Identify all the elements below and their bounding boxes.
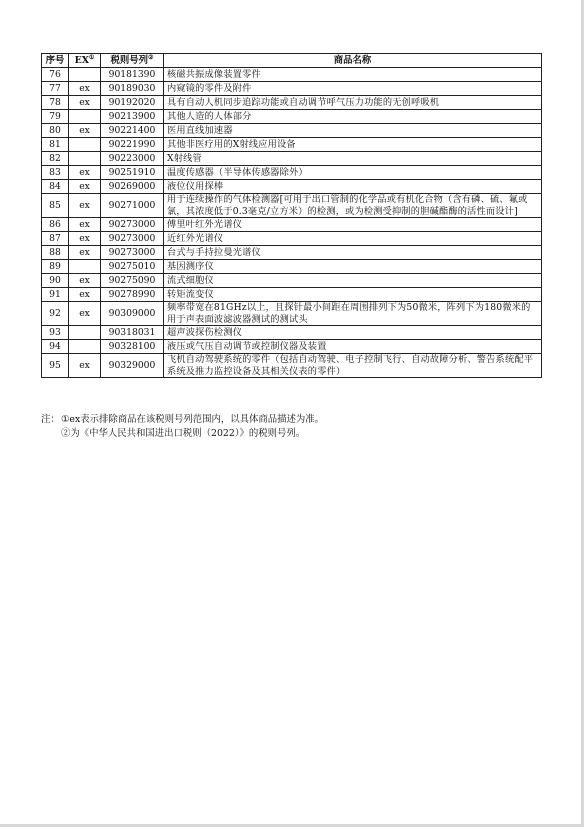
table-row bbox=[42, 82, 542, 96]
cell-name: 液压或气压自动调节或控制仪器及装置 bbox=[164, 340, 542, 354]
cell-name: 医用直线加速器 bbox=[164, 124, 542, 138]
cell-ex: ex bbox=[69, 124, 101, 138]
cell-name: 温度传感器（半导体传感器除外） bbox=[164, 166, 542, 180]
cell-ex bbox=[69, 326, 101, 340]
cell-name: X射线管 bbox=[164, 152, 542, 166]
cell-name: 流式细胞仪 bbox=[164, 274, 542, 288]
cell-name: 内窥镜的零件及附件 bbox=[164, 82, 542, 96]
table-row bbox=[42, 138, 542, 152]
cell-ex bbox=[69, 138, 101, 152]
cell-code: 90213900 bbox=[101, 110, 164, 124]
table-row bbox=[42, 260, 542, 274]
cell-code: 90278990 bbox=[101, 288, 164, 302]
table-row bbox=[42, 110, 542, 124]
footnote-1-row bbox=[41, 413, 542, 427]
table-row bbox=[42, 152, 542, 166]
cell-ex bbox=[69, 260, 101, 274]
cell-ex: ex bbox=[69, 274, 101, 288]
cell-ex: ex bbox=[69, 82, 101, 96]
cell-ex: ex bbox=[69, 166, 101, 180]
table-row bbox=[42, 68, 542, 82]
header-seq: 序号 bbox=[42, 54, 69, 68]
cell-seq: 77 bbox=[42, 82, 69, 96]
cell-ex: ex bbox=[69, 180, 101, 194]
cell-ex: ex bbox=[69, 288, 101, 302]
cell-code: 90273000 bbox=[101, 218, 164, 232]
cell-code: 90273000 bbox=[101, 246, 164, 260]
cell-name: 核磁共振成像装置零件 bbox=[164, 68, 542, 82]
cell-seq: 95 bbox=[42, 354, 69, 378]
cell-seq: 93 bbox=[42, 326, 69, 340]
cell-seq: 86 bbox=[42, 218, 69, 232]
cell-name: 频率带宽在81GHz以上，且探针最小间距在周围排列下为50微米，阵列下为180微米的用于声表面波滤波器测试的测试头 bbox=[164, 302, 542, 326]
cell-seq: 81 bbox=[42, 138, 69, 152]
cell-code: 90189030 bbox=[101, 82, 164, 96]
cell-ex: ex bbox=[69, 218, 101, 232]
header-ex-footnote-mark: ① bbox=[89, 53, 95, 61]
footnote-label: 注： bbox=[41, 414, 60, 425]
cell-code: 90223000 bbox=[101, 152, 164, 166]
table-row bbox=[42, 194, 542, 218]
cell-ex: ex bbox=[69, 354, 101, 378]
cell-name: 近红外光谱仪 bbox=[164, 232, 542, 246]
cell-seq: 92 bbox=[42, 302, 69, 326]
cell-seq: 87 bbox=[42, 232, 69, 246]
cell-name: 液位仪用探棒 bbox=[164, 180, 542, 194]
header-name: 商品名称 bbox=[164, 54, 542, 68]
cell-code: 90318031 bbox=[101, 326, 164, 340]
cell-ex: ex bbox=[69, 232, 101, 246]
cell-seq: 80 bbox=[42, 124, 69, 138]
cell-seq: 88 bbox=[42, 246, 69, 260]
table-row bbox=[42, 302, 542, 326]
cell-code: 90275010 bbox=[101, 260, 164, 274]
cell-ex bbox=[69, 340, 101, 354]
table-row bbox=[42, 232, 542, 246]
cell-ex: ex bbox=[69, 302, 101, 326]
cell-seq: 82 bbox=[42, 152, 69, 166]
header-code bbox=[101, 54, 164, 68]
table-row bbox=[42, 246, 542, 260]
cell-code: 90221400 bbox=[101, 124, 164, 138]
cell-name: 傅里叶红外光谱仪 bbox=[164, 218, 542, 232]
table-header-row bbox=[42, 54, 542, 68]
header-ex-label: EX bbox=[74, 54, 90, 66]
cell-name: 超声波探伤检测仪 bbox=[164, 326, 542, 340]
cell-seq: 83 bbox=[42, 166, 69, 180]
cell-seq: 89 bbox=[42, 260, 69, 274]
table-row bbox=[42, 166, 542, 180]
cell-name: 其他人造的人体部分 bbox=[164, 110, 542, 124]
table-row bbox=[42, 218, 542, 232]
footnotes bbox=[41, 413, 542, 441]
table-row bbox=[42, 124, 542, 138]
header-code-label: 税则号列 bbox=[110, 54, 149, 66]
footnote-2: ②为《中华人民共和国进出口税则（2022）》的税则号列。 bbox=[61, 428, 306, 439]
cell-seq: 94 bbox=[42, 340, 69, 354]
cell-seq: 78 bbox=[42, 96, 69, 110]
cell-seq: 91 bbox=[42, 288, 69, 302]
cell-ex bbox=[69, 152, 101, 166]
table-row bbox=[42, 340, 542, 354]
cell-code: 90269000 bbox=[101, 180, 164, 194]
table-row bbox=[42, 274, 542, 288]
table-row bbox=[42, 180, 542, 194]
table-row bbox=[42, 288, 542, 302]
cell-name: 用于连续操作的气体检测器[可用于出口管制的化学品或有机化合物（含有磷、硫、氟或氯，其浓度低于0.3毫克/立方米）的检测，或为检测受抑制的胆碱酯酶的活性而设计] bbox=[164, 194, 542, 218]
cell-name: 飞机自动驾驶系统的零件（包括自动驾驶、电子控制飞行、自动故障分析、警告系统配平系统及推力监控设备及其相关仪表的零件） bbox=[164, 354, 542, 378]
cell-code: 90181390 bbox=[101, 68, 164, 82]
cell-ex bbox=[69, 68, 101, 82]
cell-name: 转矩流变仪 bbox=[164, 288, 542, 302]
tariff-table bbox=[41, 53, 542, 378]
cell-code: 90275090 bbox=[101, 274, 164, 288]
cell-code: 90271000 bbox=[101, 194, 164, 218]
cell-name: 台式与手持拉曼光谱仪 bbox=[164, 246, 542, 260]
header-ex bbox=[69, 54, 101, 68]
cell-code: 90251910 bbox=[101, 166, 164, 180]
footnote-1: ①ex表示排除商品在该税则号列范围内，以具体商品描述为准。 bbox=[61, 414, 324, 425]
cell-seq: 84 bbox=[42, 180, 69, 194]
table-row bbox=[42, 354, 542, 378]
cell-seq: 90 bbox=[42, 274, 69, 288]
cell-code: 90329000 bbox=[101, 354, 164, 378]
cell-ex: ex bbox=[69, 246, 101, 260]
cell-seq: 85 bbox=[42, 194, 69, 218]
cell-name: 具有自动人机同步追踪功能或自动调节呼气压力功能的无创呼吸机 bbox=[164, 96, 542, 110]
cell-name: 基因测序仪 bbox=[164, 260, 542, 274]
cell-seq: 79 bbox=[42, 110, 69, 124]
cell-ex bbox=[69, 110, 101, 124]
cell-code: 90192020 bbox=[101, 96, 164, 110]
cell-code: 90309000 bbox=[101, 302, 164, 326]
cell-code: 90273000 bbox=[101, 232, 164, 246]
table-row bbox=[42, 96, 542, 110]
cell-name: 其他非医疗用的X射线应用设备 bbox=[164, 138, 542, 152]
cell-ex: ex bbox=[69, 96, 101, 110]
table-row bbox=[42, 326, 542, 340]
cell-ex: ex bbox=[69, 194, 101, 218]
cell-seq: 76 bbox=[42, 68, 69, 82]
cell-code: 90221990 bbox=[101, 138, 164, 152]
header-code-footnote-mark: ② bbox=[148, 53, 154, 61]
cell-code: 90328100 bbox=[101, 340, 164, 354]
